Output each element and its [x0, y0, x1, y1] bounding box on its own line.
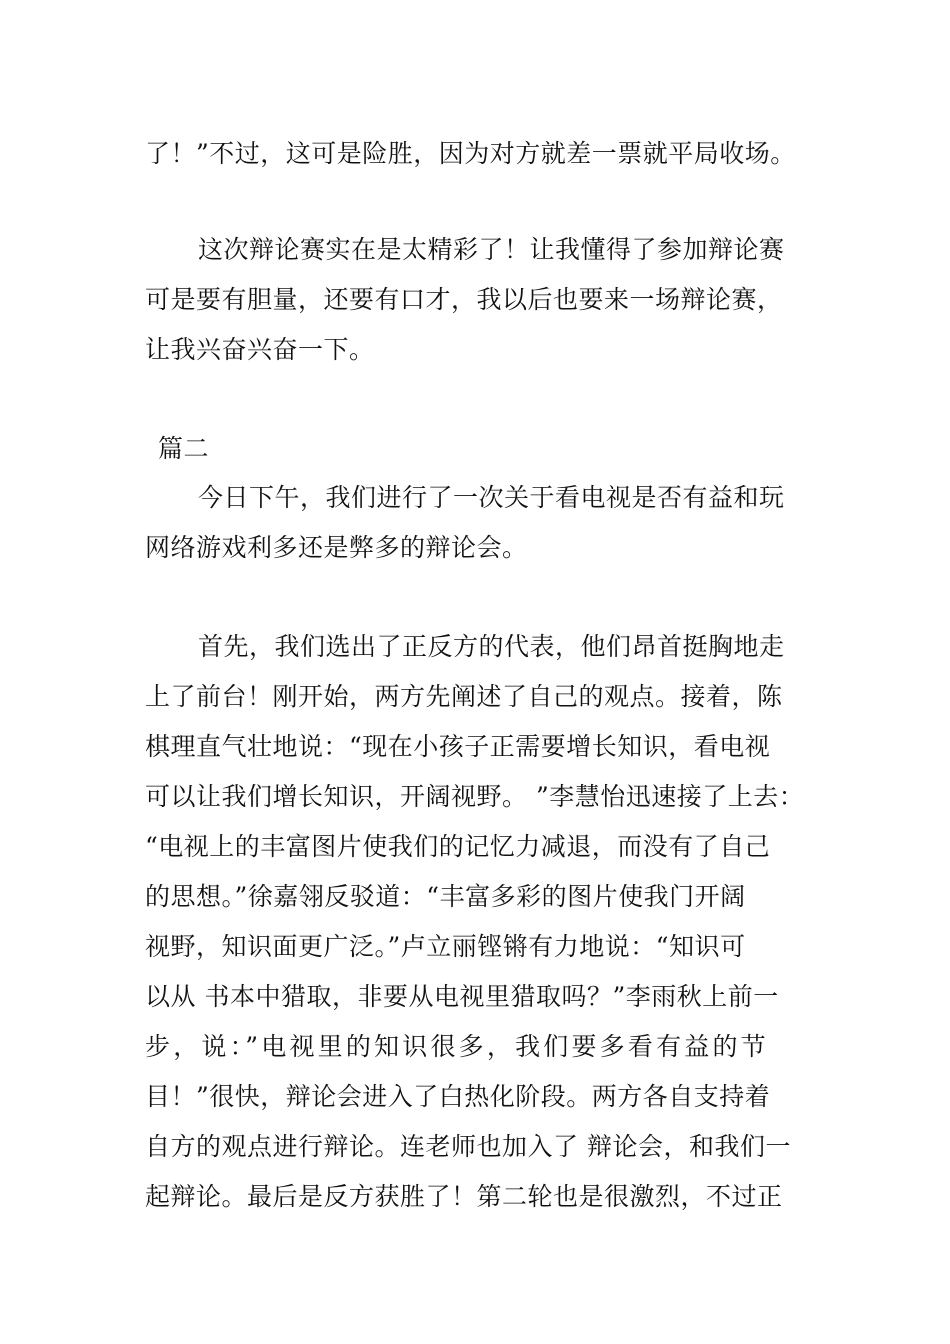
paragraph-line: 视野，知识面更广泛。”卢立丽铿锵有力地说：“知识可 [145, 932, 746, 961]
paragraph-line: 可以让我们增长知识，开阔视野。 ”李慧怡迅速接了上去： [145, 782, 805, 811]
paragraph-line: 今日下午，我们进行了一次关于看电视是否有益和玩 [198, 483, 785, 512]
paragraph-line: 目！”很快，辩论会进入了白热化阶段。两方各自支持着 [145, 1082, 771, 1111]
paragraph-line: 起辩论。最后是反方获胜了！第二轮也是很激烈，不过正 [145, 1182, 783, 1211]
paragraph-line: 了！”不过，这可是险胜，因为对方就差一票就平局收场。 [145, 139, 796, 168]
paragraph-line: 上了前台！刚开始，两方先阐述了自己的观点。接着，陈 [145, 682, 783, 711]
paragraph-line: 首先，我们选出了正反方的代表，他们昂首挺胸地走 [198, 632, 785, 661]
paragraph-line: 可是要有胆量，还要有口才，我以后也要来一场辩论赛， [145, 285, 783, 314]
paragraph-line: 网络游戏利多还是弊多的辩论会。 [145, 533, 528, 562]
section-heading: 篇二 [158, 434, 210, 463]
paragraph-line: 步，说：”电视里的知识很多，我们要多看有益的节 [145, 1032, 769, 1061]
paragraph-line: 这次辩论赛实在是太精彩了！让我懂得了参加辩论赛 [198, 235, 785, 264]
paragraph-line: 让我兴奋兴奋一下。 [145, 335, 375, 364]
paragraph-line: 以从 书本中猎取，非要从电视里猎取吗？”李雨秋上前一 [145, 982, 779, 1011]
paragraph-line: 自方的观点进行辩论。连老师也加入了 辩论会，和我们一 [145, 1132, 791, 1161]
paragraph-line: “电视上的丰富图片使我们的记忆力减退，而没有了自己 [145, 832, 771, 861]
paragraph-line: 棋理直气壮地说：“现在小孩子正需要增长知识，看电视 [145, 732, 771, 761]
paragraph-line: 的思想。”徐嘉翎反驳道：“丰富多彩的图片使我门开阔 [145, 882, 746, 911]
